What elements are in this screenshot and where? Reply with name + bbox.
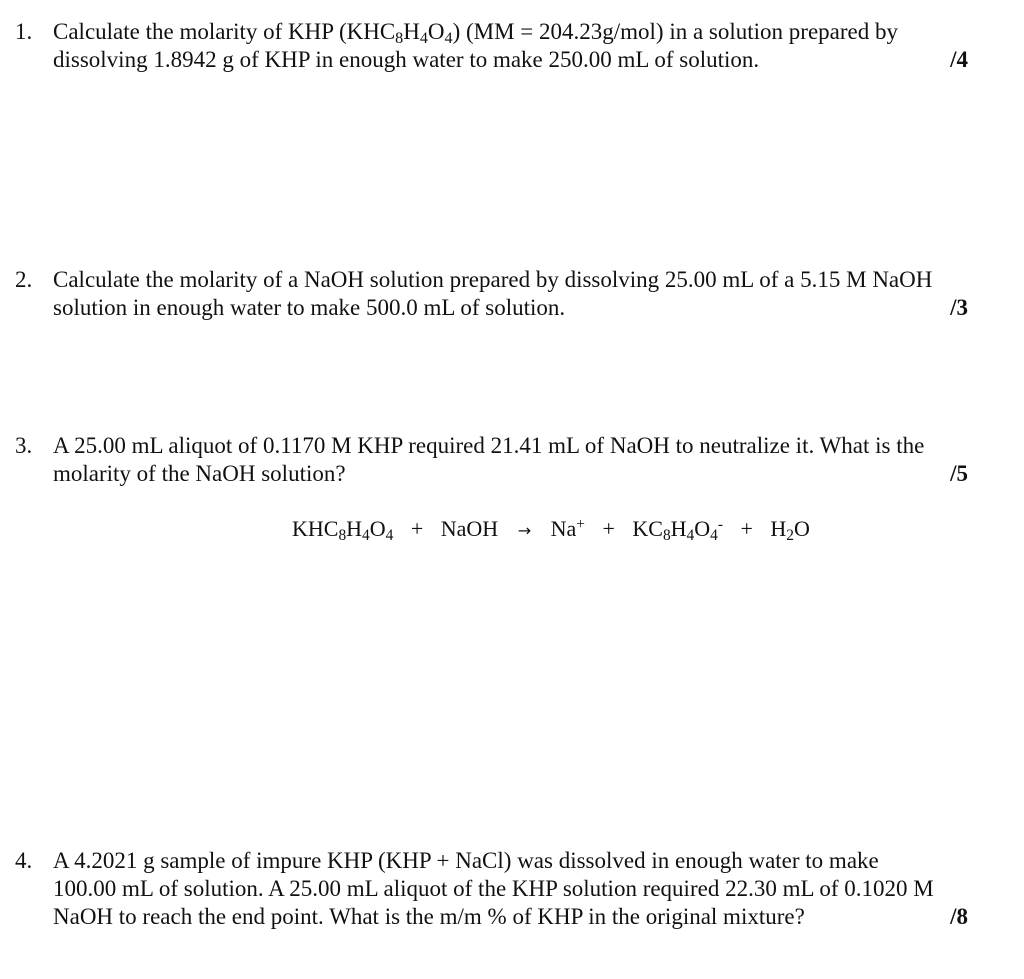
question-line: A 4.2021 g sample of impure KHP (KHP + NaCl) was dissolved in enough water to make: [53, 848, 879, 873]
question-number: 2.: [15, 267, 33, 292]
question-text: [53, 18, 1003, 74]
question-number: 1.: [15, 19, 33, 44]
product-phthalate-ion: $KC_8H_4O_4^-$: [632, 516, 723, 544]
question-line: NaOH to reach the end point. What is the m/m % of KHP in the original mixture?: [53, 904, 805, 929]
question-text: [53, 847, 1003, 931]
question-line: Calculate the molarity of a NaOH solution prepared by dissolving 25.00 mL of a 5.15 M NaOH: [53, 267, 933, 292]
question-line: solution in enough water to make 500.0 mL of solution.: [53, 295, 566, 320]
question-number: 3.: [15, 433, 33, 458]
question-line: Calculate the molarity of KHP $(KHC_8H_4O_4) (MM = 204.23g/mol)$ in a solution prepared by: [53, 19, 898, 48]
marks-label: /8: [950, 904, 968, 929]
question-line: 100.00 mL of solution. A 25.00 mL aliquot of the KHP solution required 22.30 mL of 0.1020 M: [53, 876, 934, 901]
marks-label: /4: [950, 47, 968, 72]
question-line: A 25.00 mL aliquot of 0.1170 M KHP required 21.41 mL of NaOH to neutralize it. What is the: [53, 433, 925, 458]
question-number: 4.: [15, 848, 33, 873]
plus-sign: +: [740, 516, 753, 541]
marks-label: /3: [950, 295, 968, 320]
question-text: [53, 266, 1003, 322]
question-line: dissolving 1.8942 g of KHP in enough water to make 250.00 mL of solution.: [53, 47, 760, 72]
product-sodium-ion: Na+: [550, 516, 585, 541]
reactant-khp: $KHC_8H_4O_4$: [292, 516, 394, 544]
reactant-naoh: NaOH: [440, 516, 499, 541]
plus-sign: +: [410, 516, 424, 541]
chemical-equation: [292, 515, 810, 545]
reaction-arrow-icon: →: [517, 521, 532, 540]
question-text: [53, 432, 1003, 488]
plus-sign: +: [602, 516, 615, 541]
question-line: molarity of the NaOH solution?: [53, 461, 346, 486]
product-water: $H_2O$: [770, 516, 810, 544]
marks-label: /5: [950, 461, 968, 486]
